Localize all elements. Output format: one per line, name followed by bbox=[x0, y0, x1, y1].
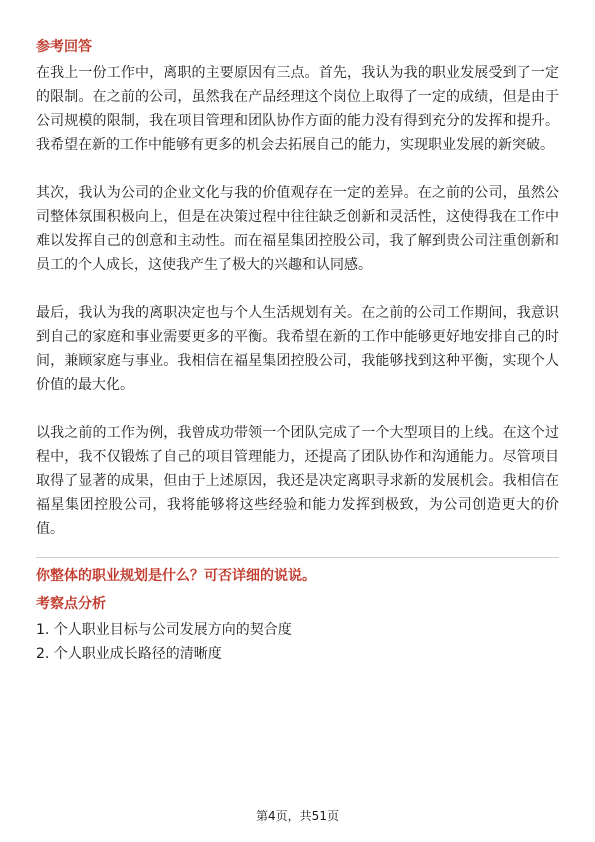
page-number: 第4页，共51页 bbox=[256, 809, 339, 823]
answer-paragraph-4: 以我之前的工作为例，我曾成功带领一个团队完成了一个大型项目的上线。在这个过程中，我不仅锻炼了自己的项目管理能力，还提高了团队协作和沟通能力。尽管项目取得了显著的成果，但由于上述原因，我还是决定离职寻求新的发展机会。我相信在福星集团控股公司，我将能够将这些经验和能力发挥到极致，为公司创造更大的价值。 bbox=[36, 425, 559, 537]
answer-heading: 参考回答 bbox=[36, 39, 92, 55]
analysis-heading: 考察点分析 bbox=[36, 596, 106, 612]
section-divider bbox=[36, 557, 559, 558]
question-title: 你整体的职业规划是什么？可否详细的说说。 bbox=[36, 568, 316, 584]
document-page bbox=[36, 38, 559, 666]
analysis-point-2: 2. 个人职业成长路径的清晰度 bbox=[36, 646, 222, 662]
answer-paragraph-2: 其次，我认为公司的企业文化与我的价值观存在一定的差异。在之前的公司，虽然公司整体氛围积极向上，但是在决策过程中往往缺乏创新和灵活性，这使得我在工作中难以发挥自己的创意和主动性。而在福星集团控股公司，我了解到贵公司注重创新和员工的个人成长，这使我产生了极大的兴趣和认同感。 bbox=[36, 185, 559, 273]
answer-paragraph-3: 最后，我认为我的离职决定也与个人生活规划有关。在之前的公司工作期间，我意识到自己的家庭和事业需要更多的平衡。我希望在新的工作中能够更好地安排自己的时间，兼顾家庭与事业。我相信在福星集团控股公司，我能够找到这种平衡，实现个人价值的最大化。 bbox=[36, 305, 559, 393]
answer-paragraph-1: 在我上一份工作中，离职的主要原因有三点。首先，我认为我的职业发展受到了一定的限制。在之前的公司，虽然我在产品经理这个岗位上取得了一定的成绩，但是由于公司规模的限制，我在项目管理和团队协作方面的能力没有得到充分的发挥和提升。我希望在新的工作中能够有更多的机会去拓展自己的能力，实现职业发展的新突破。 bbox=[36, 65, 559, 153]
analysis-point-1: 1. 个人职业目标与公司发展方向的契合度 bbox=[36, 622, 292, 638]
